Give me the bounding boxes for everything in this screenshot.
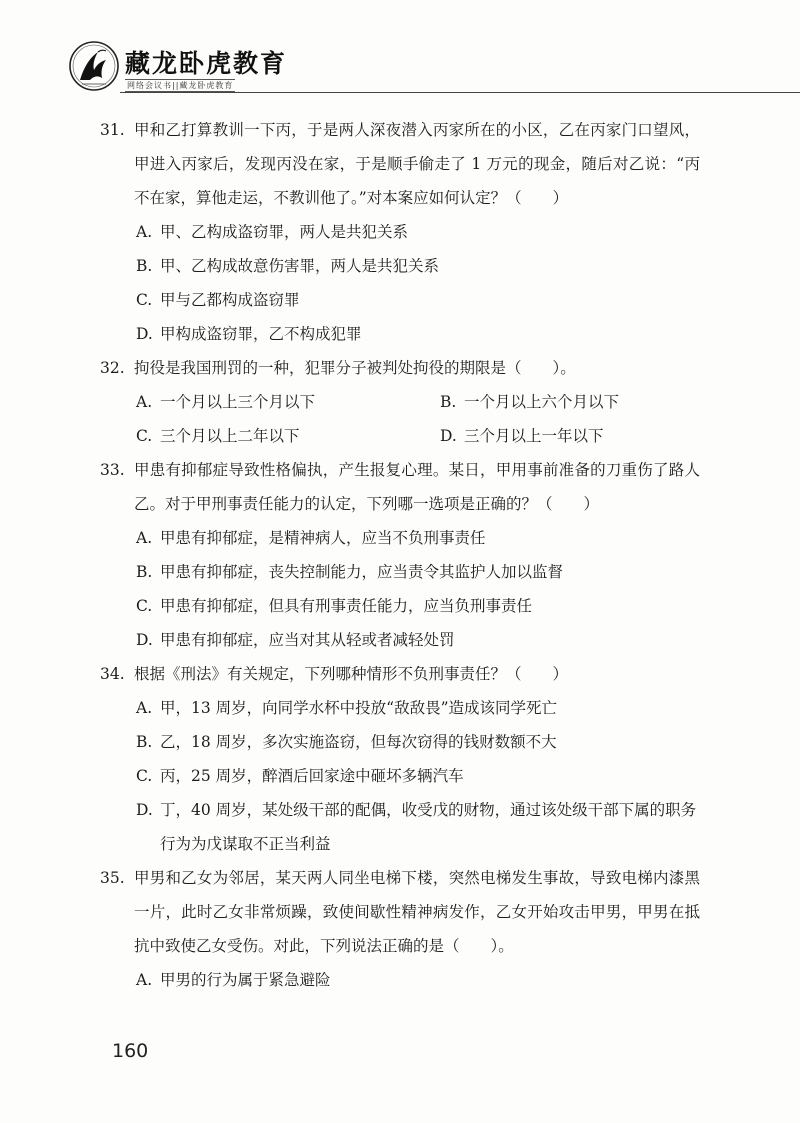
- option-text: 丙，25 周岁，醉酒后回家途中砸坏多辆汽车: [160, 767, 464, 785]
- option-b: [136, 249, 700, 283]
- question-33: [100, 453, 700, 657]
- option-letter: C.: [136, 597, 153, 615]
- option-list: [100, 691, 700, 861]
- option-letter: C.: [136, 767, 153, 785]
- option-list: [100, 215, 700, 351]
- question-number: 33.: [100, 461, 125, 479]
- header-divider: [120, 92, 800, 93]
- option-text: 甲男的行为属于紧急避险: [160, 971, 331, 989]
- option-c: [136, 419, 440, 453]
- question-stem: 根据《刑法》有关规定，下列哪种情形不负刑事责任？（ ）: [134, 665, 569, 683]
- brand-subtitle: 网络会议书||藏龙卧虎教育: [127, 81, 234, 90]
- option-letter: A.: [136, 971, 153, 989]
- option-d: [136, 793, 700, 861]
- option-text: 丁，40 周岁，某处级干部的配偶，收受戊的财物，通过该处级干部下属的职务行为为戊谋取不正当利益: [160, 801, 697, 853]
- option-text: 甲与乙都构成盗窃罪: [160, 291, 300, 309]
- option-letter: B.: [136, 257, 153, 275]
- option-text: 三个月以上一年以下: [464, 427, 604, 445]
- question-34: [100, 657, 700, 861]
- option-list: [100, 963, 700, 997]
- option-letter: A.: [136, 699, 153, 717]
- question-32: [100, 351, 700, 453]
- option-letter: A.: [136, 223, 153, 241]
- option-text: 甲患有抑郁症，但具有刑事责任能力，应当负刑事责任: [160, 597, 533, 615]
- option-text: 甲患有抑郁症，应当对其从轻或者减轻处罚: [160, 631, 455, 649]
- option-a: [136, 521, 700, 555]
- option-list: [100, 521, 700, 657]
- page-header: [0, 0, 800, 100]
- option-letter: C.: [136, 291, 153, 309]
- option-letter: A.: [136, 529, 153, 547]
- brand-title: 藏龙卧虎教育: [125, 49, 288, 78]
- option-text: 三个月以上二年以下: [160, 427, 300, 445]
- option-text: 甲，13 周岁，向同学水杯中投放“敌敌畏”造成该同学死亡: [160, 699, 558, 717]
- option-letter: B.: [136, 733, 153, 751]
- option-letter: A.: [136, 393, 153, 411]
- question-number: 35.: [100, 869, 125, 887]
- option-a: [136, 385, 440, 419]
- option-b: [440, 385, 700, 419]
- option-d: [440, 419, 700, 453]
- option-text: 乙，18 周岁，多次实施盗窃，但每次窃得的钱财数额不大: [160, 733, 557, 751]
- page-number: 160: [112, 1040, 149, 1062]
- question-35: [100, 861, 700, 997]
- option-letter: D.: [440, 427, 457, 445]
- option-text: 一个月以上六个月以下: [464, 393, 620, 411]
- dragon-tiger-logo-icon: [68, 40, 120, 92]
- question-number: 31.: [100, 121, 125, 139]
- option-b: [136, 555, 700, 589]
- option-d: [136, 317, 700, 351]
- question-list: [100, 113, 700, 997]
- option-letter: D.: [136, 801, 153, 819]
- option-c: [136, 759, 700, 793]
- question-stem: 拘役是我国刑罚的一种，犯罪分子被判处拘役的期限是（ ）。: [134, 359, 576, 377]
- question-number: 32.: [100, 359, 125, 377]
- option-text: 甲患有抑郁症，是精神病人，应当不负刑事责任: [160, 529, 486, 547]
- option-a: [136, 691, 700, 725]
- question-stem: 甲男和乙女为邻居，某天两人同坐电梯下楼，突然电梯发生事故，导致电梯内漆黑一片，此时乙女非常烦躁，致使间歇性精神病发作，乙女开始攻击甲男，甲男在抵抗中致使乙女受伤。对此，下列说法正确的是（ ）。: [134, 869, 700, 955]
- option-text: 甲、乙构成盗窃罪，两人是共犯关系: [160, 223, 409, 241]
- option-text: 一个月以上三个月以下: [160, 393, 316, 411]
- option-d: [136, 623, 700, 657]
- option-text: 甲构成盗窃罪，乙不构成犯罪: [160, 325, 362, 343]
- option-text: 甲患有抑郁症，丧失控制能力，应当责令其监护人加以监督: [160, 563, 564, 581]
- option-letter: D.: [136, 325, 153, 343]
- option-c: [136, 283, 700, 317]
- option-letter: D.: [136, 631, 153, 649]
- option-c: [136, 589, 700, 623]
- option-letter: B.: [136, 563, 153, 581]
- question-stem: 甲患有抑郁症导致性格偏执，产生报复心理。某日，甲用事前准备的刀重伤了路人乙。对于甲刑事责任能力的认定，下列哪一选项是正确的？（ ）: [134, 461, 700, 513]
- option-a: [136, 215, 700, 249]
- option-letter: C.: [136, 427, 153, 445]
- option-text: 甲、乙构成故意伤害罪，两人是共犯关系: [160, 257, 440, 275]
- option-list: [100, 385, 700, 453]
- question-stem: 甲和乙打算教训一下丙，于是两人深夜潜入丙家所在的小区，乙在丙家门口望风，甲进入丙家后，发现丙没在家，于是顺手偷走了 1 万元的现金，随后对乙说：“丙不在家，算他走运，不教训他了。”对本案应如何认定？（ ）: [134, 121, 700, 207]
- question-number: 34.: [100, 665, 125, 683]
- option-letter: B.: [440, 393, 457, 411]
- option-a: [136, 963, 700, 997]
- question-31: [100, 113, 700, 351]
- option-b: [136, 725, 700, 759]
